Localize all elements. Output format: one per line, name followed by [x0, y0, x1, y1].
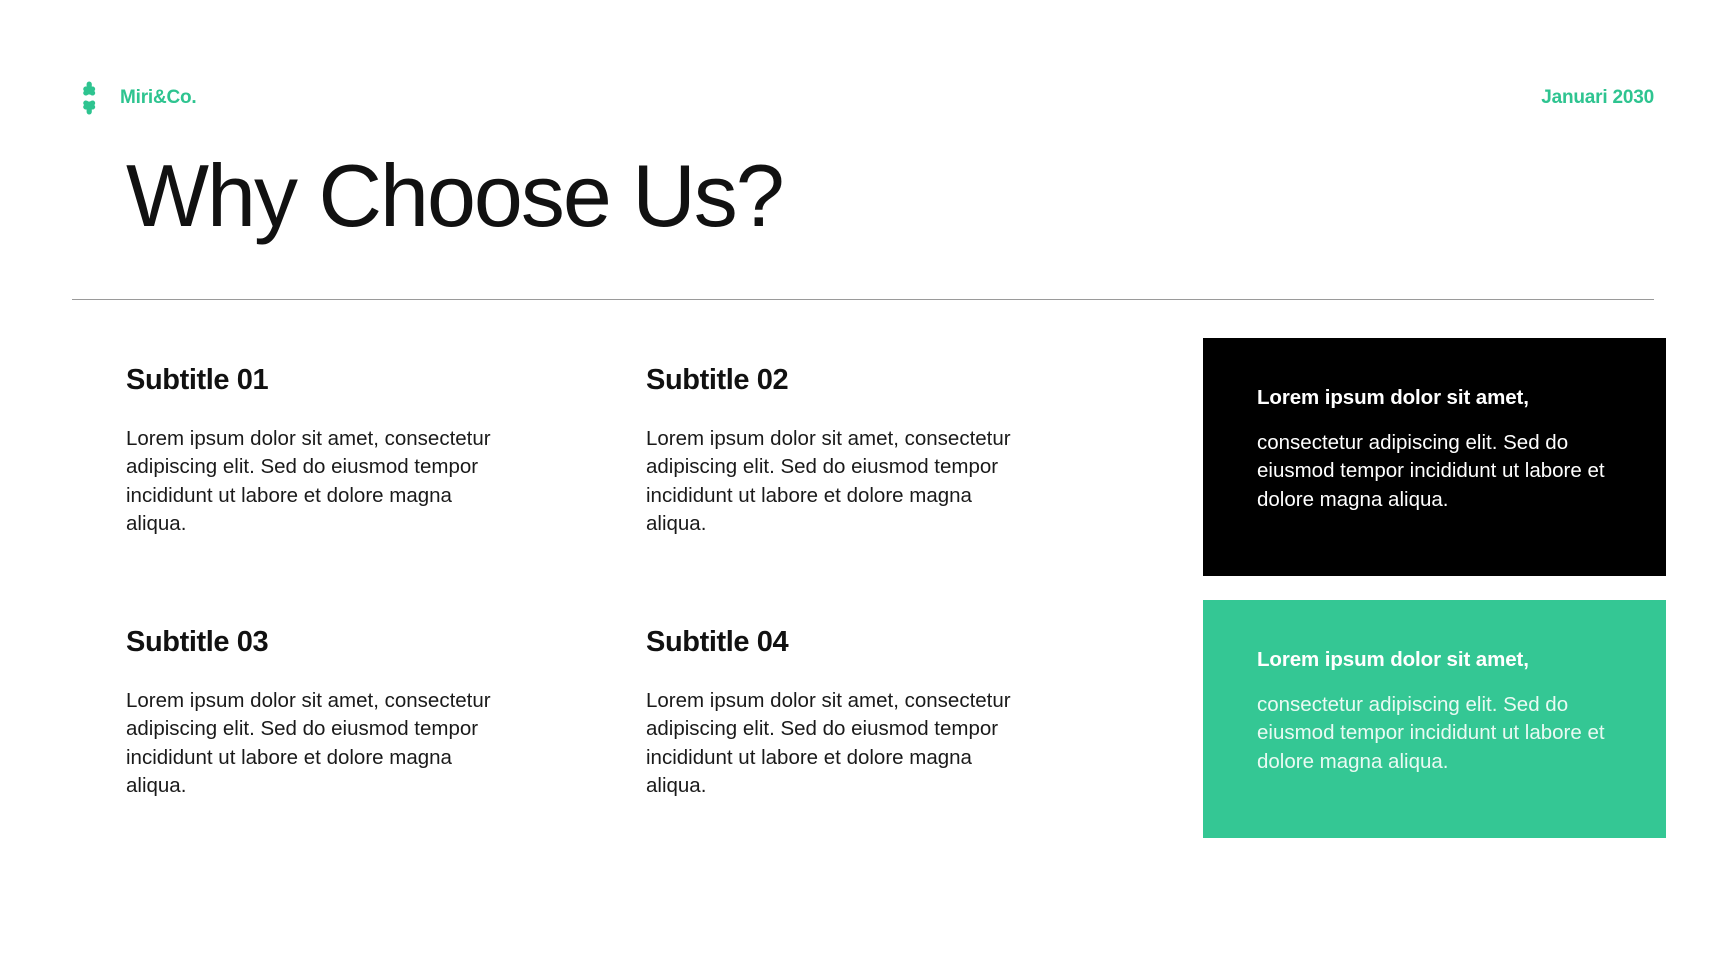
header-date: Januari 2030	[1541, 87, 1654, 108]
slide-header	[72, 78, 1654, 118]
feature-body: Lorem ipsum dolor sit amet, consectetur adipiscing elit. Sed do eiusmod tempor incididunt ut labore et dolore magna aliqua.	[126, 427, 491, 535]
card-body: consectetur adipiscing elit. Sed do eiusmod tempor incididunt ut labore et dolore magna aliqua.	[1257, 431, 1605, 511]
brand-name: Miri&Co.	[120, 87, 197, 108]
feature-item	[646, 626, 1046, 800]
feature-item	[126, 626, 646, 800]
features-grid	[126, 364, 1046, 800]
highlight-card-dark	[1203, 338, 1666, 576]
feature-title: Subtitle 02	[646, 364, 789, 396]
feature-item	[126, 364, 646, 538]
feature-body: Lorem ipsum dolor sit amet, consectetur adipiscing elit. Sed do eiusmod tempor incididunt ut labore et dolore magna aliqua.	[646, 427, 1011, 535]
header-divider	[72, 299, 1654, 300]
feature-title: Subtitle 04	[646, 626, 789, 659]
feature-body: Lorem ipsum dolor sit amet, consectetur adipiscing elit. Sed do eiusmod tempor incididunt ut labore et dolore magna aliqua.	[126, 689, 491, 797]
highlight-card-green	[1203, 600, 1666, 838]
card-heading: Lorem ipsum dolor sit amet,	[1257, 386, 1529, 409]
brand	[72, 81, 197, 115]
card-body: consectetur adipiscing elit. Sed do eiusmod tempor incididunt ut labore et dolore magna aliqua.	[1257, 693, 1605, 773]
feature-item	[646, 364, 1046, 538]
asterisk-star-icon	[72, 81, 106, 115]
feature-title: Subtitle 01	[126, 364, 269, 396]
feature-body: Lorem ipsum dolor sit amet, consectetur adipiscing elit. Sed do eiusmod tempor incididunt ut labore et dolore magna aliqua.	[646, 689, 1011, 797]
page-title: Why Choose Us?	[126, 146, 783, 245]
feature-title: Subtitle 03	[126, 626, 269, 659]
card-heading: Lorem ipsum dolor sit amet,	[1257, 648, 1529, 671]
